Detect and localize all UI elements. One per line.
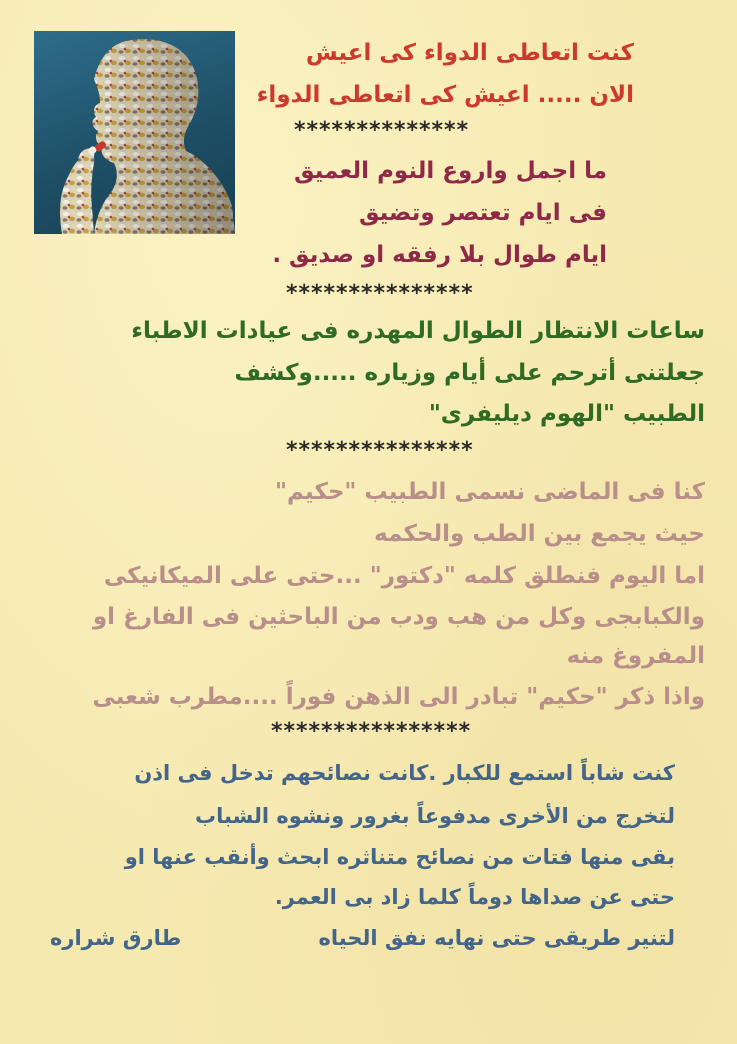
stanza4-line1: كنا فى الماضى نسمى الطبيب "حكيم": [275, 479, 705, 505]
stanza5-line5: لتنير طريقى حتى نهايه نفق الحياه: [318, 926, 675, 950]
stanza1-line1: كنت اتعاطى الدواء كى اعيش: [305, 40, 634, 66]
stanza4-line5: المفروغ منه: [566, 643, 705, 669]
stanza3-line2: جعلتنى أترحم على أيام وزياره .....وكشف: [234, 360, 705, 386]
stanza4-line2: حيث يجمع بين الطب والحكمه: [374, 521, 705, 547]
stanza5-line1: كنت شاباً استمع للكبار .كانت نصائحهم تدخل فى اذن: [134, 761, 675, 785]
stanza5-line4: حتى عن صداها دوماً كلما زاد بى العمر.: [274, 885, 675, 909]
stanza2-line1: ما اجمل واروع النوم العميق: [294, 158, 607, 184]
stanza4-line3: اما اليوم فنطلق كلمه "دكتور" ...حتى على الميكانيكى: [103, 563, 705, 589]
separator-4: ****************: [271, 719, 472, 744]
stanza1-line2: الان ..... اعيش كى اتعاطى الدواء: [256, 82, 634, 108]
separator-1: **************: [294, 118, 470, 143]
stanza3-line1: ساعات الانتظار الطوال المهدره فى عيادات الاطباء: [131, 318, 705, 344]
pill-figure-icon: [34, 31, 235, 234]
stanza4-line4: والكبابجى وكل من هب ودب من الباحثين فى الفارغ او: [92, 604, 705, 630]
stanza4-line6: واذا ذكر "حكيم" تبادر الى الذهن فوراً ....مطرب شعبى: [92, 684, 705, 710]
author-signature: طارق شراره: [50, 926, 182, 950]
stanza5-line3: بقى منها فتات من نصائح متناثره ابحث وأنقب عنها او: [124, 845, 675, 869]
pill-figure-image: [34, 31, 235, 234]
stanza5-line2: لتخرج من الأخرى مدفوعاً بغرور ونشوه الشباب: [195, 804, 675, 828]
stanza2-line2: فى ايام تعتصر وتضيق: [358, 200, 607, 226]
separator-3: ***************: [286, 438, 474, 463]
stanza3-line3: الطبيب "الهوم ديليفرى": [428, 401, 705, 427]
stanza2-line3: ايام طوال بلا رفقه او صديق .: [272, 242, 607, 268]
separator-2: ***************: [286, 281, 474, 306]
